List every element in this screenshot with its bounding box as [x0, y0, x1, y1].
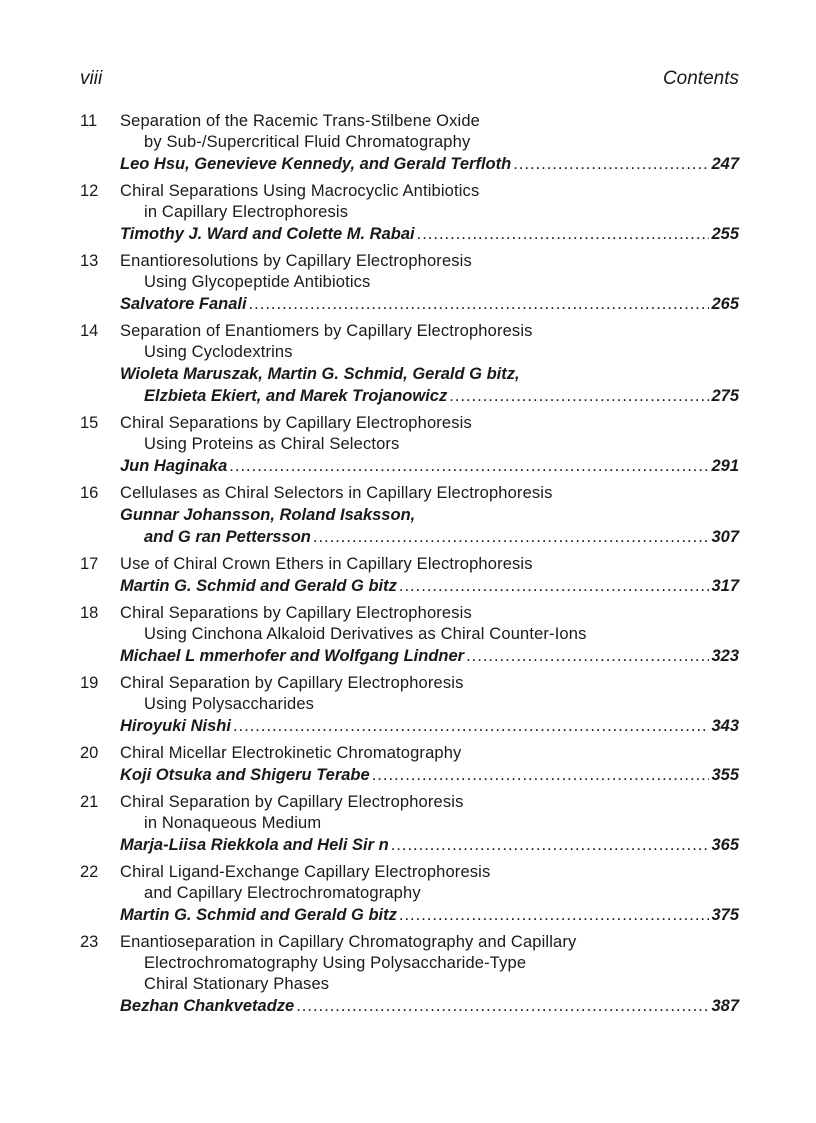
chapter-authors: and G ran Pettersson: [144, 528, 311, 546]
toc-entry[interactable]: [80, 321, 739, 407]
entry-body: [120, 111, 739, 175]
page-number: 291: [711, 457, 739, 475]
author-line: [120, 764, 739, 786]
chapter-number: 17: [80, 555, 99, 573]
chapter-number: 15: [80, 414, 99, 432]
author-line: [120, 995, 739, 1017]
chapter-title-line: Enantioseparation in Capillary Chromatography and Capillary: [120, 933, 577, 951]
toc-entry[interactable]: [80, 792, 739, 856]
entry-body: [120, 862, 739, 926]
author-line: [120, 153, 739, 175]
chapter-authors: Bezhan Chankvetadze: [120, 997, 295, 1015]
author-line: [120, 455, 739, 477]
chapter-title-line: Chiral Separation by Capillary Electrophoresis: [120, 674, 464, 692]
page-number: 375: [711, 906, 739, 924]
chapter-title-line: Using Cinchona Alkaloid Derivatives as Chiral Counter-Ions: [144, 625, 587, 643]
entry-body: [120, 181, 739, 245]
chapter-authors: Hiroyuki Nishi: [120, 717, 231, 735]
chapter-number: 23: [80, 933, 99, 951]
chapter-title-line: Using Polysaccharides: [144, 695, 315, 713]
chapter-number: 22: [80, 863, 99, 881]
running-head: Contents: [662, 68, 739, 89]
dot-leader: [249, 293, 710, 315]
chapter-title-line: Chiral Micellar Electrokinetic Chromatography: [120, 744, 462, 762]
toc-entry[interactable]: [80, 111, 739, 175]
toc-entry[interactable]: [80, 932, 739, 1017]
chapter-authors: Martin G. Schmid and Gerald G bitz: [120, 906, 397, 924]
chapter-title-line: Use of Chiral Crown Ethers in Capillary Electrophoresis: [120, 555, 533, 573]
dot-leader: [417, 223, 710, 245]
author-line: [120, 904, 739, 926]
entry-body: [120, 673, 739, 737]
entry-body: [120, 483, 739, 548]
chapter-title-line: Electrochromatography Using Polysaccharide-Type: [144, 954, 527, 972]
dot-leader: [233, 715, 710, 737]
chapter-number: 16: [80, 484, 99, 502]
chapter-title-line: in Nonaqueous Medium: [144, 814, 322, 832]
page-number: 343: [711, 717, 739, 735]
chapter-title-line: Enantioresolutions by Capillary Electrophoresis: [120, 252, 472, 270]
author-line: [120, 575, 739, 597]
dot-leader: [513, 153, 709, 175]
chapter-authors: Salvatore Fanali: [120, 295, 247, 313]
entry-body: [120, 792, 739, 856]
toc-entry[interactable]: [80, 483, 739, 548]
dot-leader: [399, 575, 710, 597]
chapter-authors: Jun Haginaka: [120, 457, 228, 475]
page-number: 355: [711, 766, 739, 784]
page-folio: viii: [80, 68, 103, 89]
dot-leader: [372, 764, 710, 786]
toc-entry[interactable]: [80, 743, 739, 786]
dot-leader: [399, 904, 710, 926]
author-line: Wioleta Maruszak, Martin G. Schmid, Gerald G bitz,: [120, 365, 520, 383]
entry-body: [120, 743, 739, 786]
author-line: [120, 293, 739, 315]
chapter-title-line: Chiral Separations by Capillary Electrophoresis: [120, 414, 472, 432]
toc-entry[interactable]: [80, 413, 739, 477]
entry-body: [120, 554, 739, 597]
chapter-number: 14: [80, 322, 99, 340]
chapter-number: 20: [80, 744, 99, 762]
dot-leader: [466, 645, 709, 667]
author-line: [120, 834, 739, 856]
dot-leader: [449, 385, 709, 407]
chapter-title-line: Using Cyclodextrins: [144, 343, 293, 361]
author-line: Gunnar Johansson, Roland Isaksson,: [120, 506, 416, 524]
dot-leader: [296, 995, 709, 1017]
chapter-authors: Elzbieta Ekiert, and Marek Trojanowicz: [144, 387, 448, 405]
entry-body: [120, 413, 739, 477]
author-line: [120, 385, 739, 407]
chapter-title-line: Chiral Stationary Phases: [144, 975, 330, 993]
dot-leader: [313, 526, 710, 548]
chapter-number: 11: [80, 112, 98, 130]
chapter-authors: Marja-Liisa Riekkola and Heli Sir n: [120, 836, 389, 854]
toc-entry[interactable]: [80, 554, 739, 597]
chapter-title-line: in Capillary Electrophoresis: [144, 203, 349, 221]
chapter-number: 18: [80, 604, 99, 622]
chapter-authors: Michael L mmerhofer and Wolfgang Lindner: [120, 647, 465, 665]
author-line: [120, 526, 739, 548]
author-line: [120, 715, 739, 737]
page-number: 265: [711, 295, 739, 313]
dot-leader: [391, 834, 710, 856]
page-number: 323: [711, 647, 739, 665]
entry-body: [120, 932, 739, 1017]
entry-body: [120, 251, 739, 315]
chapter-title-line: and Capillary Electrochromatography: [144, 884, 421, 902]
chapter-authors: Timothy J. Ward and Colette M. Rabai: [120, 225, 415, 243]
entry-body: [120, 321, 739, 407]
table-of-contents: [80, 111, 739, 1023]
page-number: 255: [711, 225, 739, 243]
entry-body: [120, 603, 739, 667]
page-number: 275: [711, 387, 739, 405]
author-line: [120, 223, 739, 245]
chapter-title-line: Using Proteins as Chiral Selectors: [144, 435, 400, 453]
toc-entry[interactable]: [80, 181, 739, 245]
toc-entry[interactable]: [80, 862, 739, 926]
chapter-title-line: Chiral Separations by Capillary Electrophoresis: [120, 604, 472, 622]
chapter-title-line: Cellulases as Chiral Selectors in Capillary Electrophoresis: [120, 484, 553, 502]
toc-entry[interactable]: [80, 603, 739, 667]
dot-leader: [229, 455, 709, 477]
chapter-authors: Leo Hsu, Genevieve Kennedy, and Gerald Terfloth: [120, 155, 512, 173]
chapter-title-line: Separation of the Racemic Trans-Stilbene Oxide: [120, 112, 480, 130]
chapter-title-line: Using Glycopeptide Antibiotics: [144, 273, 371, 291]
chapter-number: 19: [80, 674, 99, 692]
page-header: [80, 68, 739, 94]
chapter-title-line: Separation of Enantiomers by Capillary Electrophoresis: [120, 322, 533, 340]
chapter-title-line: Chiral Separations Using Macrocyclic Antibiotics: [120, 182, 480, 200]
toc-entry[interactable]: [80, 251, 739, 315]
chapter-number: 13: [80, 252, 99, 270]
page-number: 365: [711, 836, 739, 854]
page-number: 247: [711, 155, 739, 173]
chapter-title-line: by Sub-/Supercritical Fluid Chromatography: [144, 133, 471, 151]
toc-entry[interactable]: [80, 673, 739, 737]
author-line: [120, 645, 739, 667]
page-number: 317: [711, 577, 739, 595]
chapter-title-line: Chiral Separation by Capillary Electrophoresis: [120, 793, 464, 811]
chapter-title-line: Chiral Ligand-Exchange Capillary Electrophoresis: [120, 863, 491, 881]
page-number: 387: [711, 997, 739, 1015]
chapter-authors: Martin G. Schmid and Gerald G bitz: [120, 577, 397, 595]
chapter-number: 21: [80, 793, 99, 811]
chapter-number: 12: [80, 182, 99, 200]
page-number: 307: [711, 528, 739, 546]
chapter-authors: Koji Otsuka and Shigeru Terabe: [120, 766, 370, 784]
